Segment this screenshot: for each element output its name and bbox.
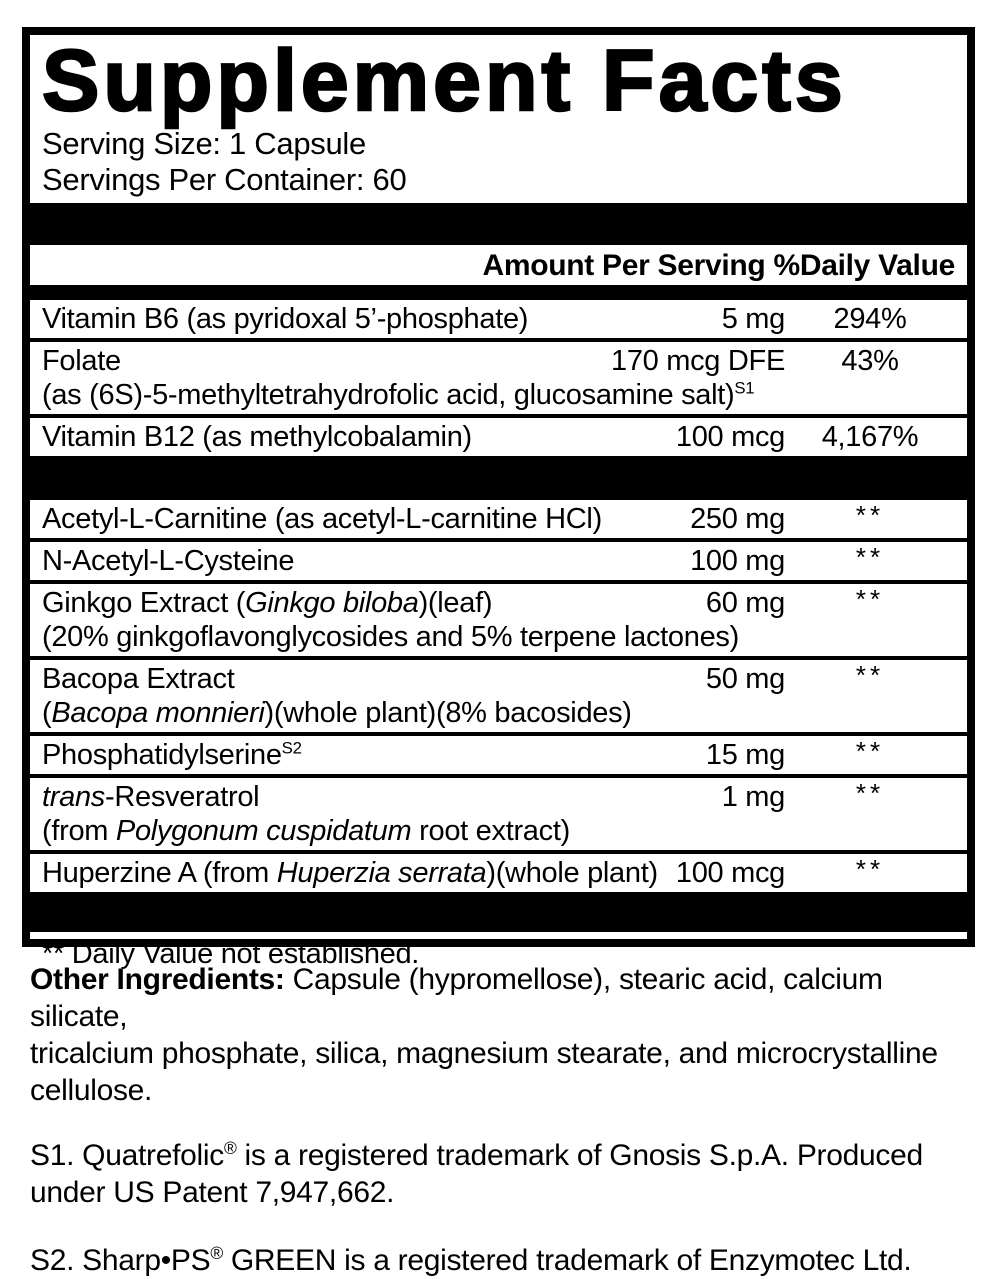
divider-bar-section <box>30 456 967 500</box>
ingredient-daily-value: ** <box>855 499 885 530</box>
ingredient-daily-value: ** <box>855 659 885 690</box>
ingredient-row <box>30 538 967 580</box>
other-ingredients-note: Other Ingredients: Capsule (hypromellose), stearic acid, calcium silicate, tricalcium phosphate, silica, magnesium stearate, and microcrystalline cellulose. <box>30 963 938 1107</box>
daily-value-footnote: ** Daily Value not established. <box>42 937 420 970</box>
ingredient-amount: 100 mcg <box>675 420 785 453</box>
ingredient-name: Acetyl-L-Carnitine (as acetyl-L-carnitine HCl) <box>42 502 602 535</box>
ingredient-detail: (from Polygonum cuspidatum root extract) <box>42 814 570 847</box>
ingredient-row <box>30 774 967 850</box>
ingredient-detail: (20% ginkgoflavonglycosides and 5% terpene lactones) <box>42 620 739 653</box>
ingredient-name: Bacopa Extract <box>42 662 235 695</box>
ingredient-daily-value: 294% <box>833 302 907 335</box>
ingredient-amount: 100 mcg <box>675 856 785 889</box>
supplement-facts-panel <box>22 27 975 970</box>
ingredient-daily-value: ** <box>855 583 885 614</box>
s2-trademark-note: S2. Sharp•PS® GREEN is a registered trademark of Enzymotec Ltd. <box>30 1243 912 1277</box>
divider-bar-header <box>30 285 967 300</box>
ingredient-amount: 15 mg <box>705 738 785 771</box>
ingredient-daily-value: ** <box>855 735 885 766</box>
divider-bar-top <box>30 203 967 245</box>
panel-title: Supplement Facts <box>42 33 847 129</box>
ingredient-name: Folate <box>42 344 121 377</box>
ingredient-name: N-Acetyl-L-Cysteine <box>42 544 295 577</box>
ingredient-amount: 60 mg <box>705 586 785 619</box>
ingredient-rows <box>30 300 967 932</box>
ingredient-detail: (Bacopa monnieri)(whole plant)(8% bacosides) <box>42 696 632 729</box>
ingredient-name: Ginkgo Extract (Ginkgo biloba)(leaf) <box>42 586 493 619</box>
ingredient-row <box>30 656 967 732</box>
ingredient-amount: 170 mcg DFE <box>611 344 785 377</box>
ingredient-amount: 1 mg <box>721 780 785 813</box>
ingredient-name: Phosphatidylserine$^{S2}$ <box>42 738 302 771</box>
s1-trademark-note: S1. Quatrefolic® is a registered trademark of Gnosis S.p.A. Produced under US Patent 7,947,662. <box>30 1138 923 1209</box>
ingredient-row <box>30 580 967 656</box>
ingredient-amount: 250 mg <box>690 502 785 535</box>
divider-bar-section <box>30 892 967 932</box>
column-headers: Amount Per Serving %Daily Value <box>482 248 955 282</box>
ingredient-row <box>30 732 967 774</box>
ingredient-detail: (as (6S)-5-methyltetrahydrofolic acid, glucosamine salt)$^{S1}$ <box>42 378 755 411</box>
ingredient-amount: 5 mg <box>721 302 785 335</box>
ingredient-daily-value: 43% <box>841 344 899 377</box>
ingredient-name: Huperzine A (from Huperzia serrata)(whole plant) <box>42 856 658 889</box>
ingredient-row <box>30 338 967 414</box>
ingredient-row <box>30 300 967 338</box>
ingredient-name: Vitamin B12 (as methylcobalamin) <box>42 420 472 453</box>
ingredient-row <box>30 500 967 538</box>
serving-size: Serving Size: 1 Capsule <box>42 125 366 161</box>
ingredient-amount: 50 mg <box>705 662 785 695</box>
ingredient-row <box>30 850 967 892</box>
ingredient-daily-value: 4,167% <box>821 420 919 453</box>
ingredient-amount: 100 mg <box>690 544 785 577</box>
ingredient-daily-value: ** <box>855 853 885 884</box>
servings-per-container: Servings Per Container: 60 <box>42 161 407 197</box>
ingredient-daily-value: ** <box>855 777 885 808</box>
ingredient-name: Vitamin B6 (as pyridoxal 5’-phosphate) <box>42 302 529 335</box>
ingredient-name: trans-Resveratrol <box>42 780 260 813</box>
ingredient-row <box>30 414 967 456</box>
footer-notes <box>30 953 970 1279</box>
ingredient-daily-value: ** <box>855 541 885 572</box>
